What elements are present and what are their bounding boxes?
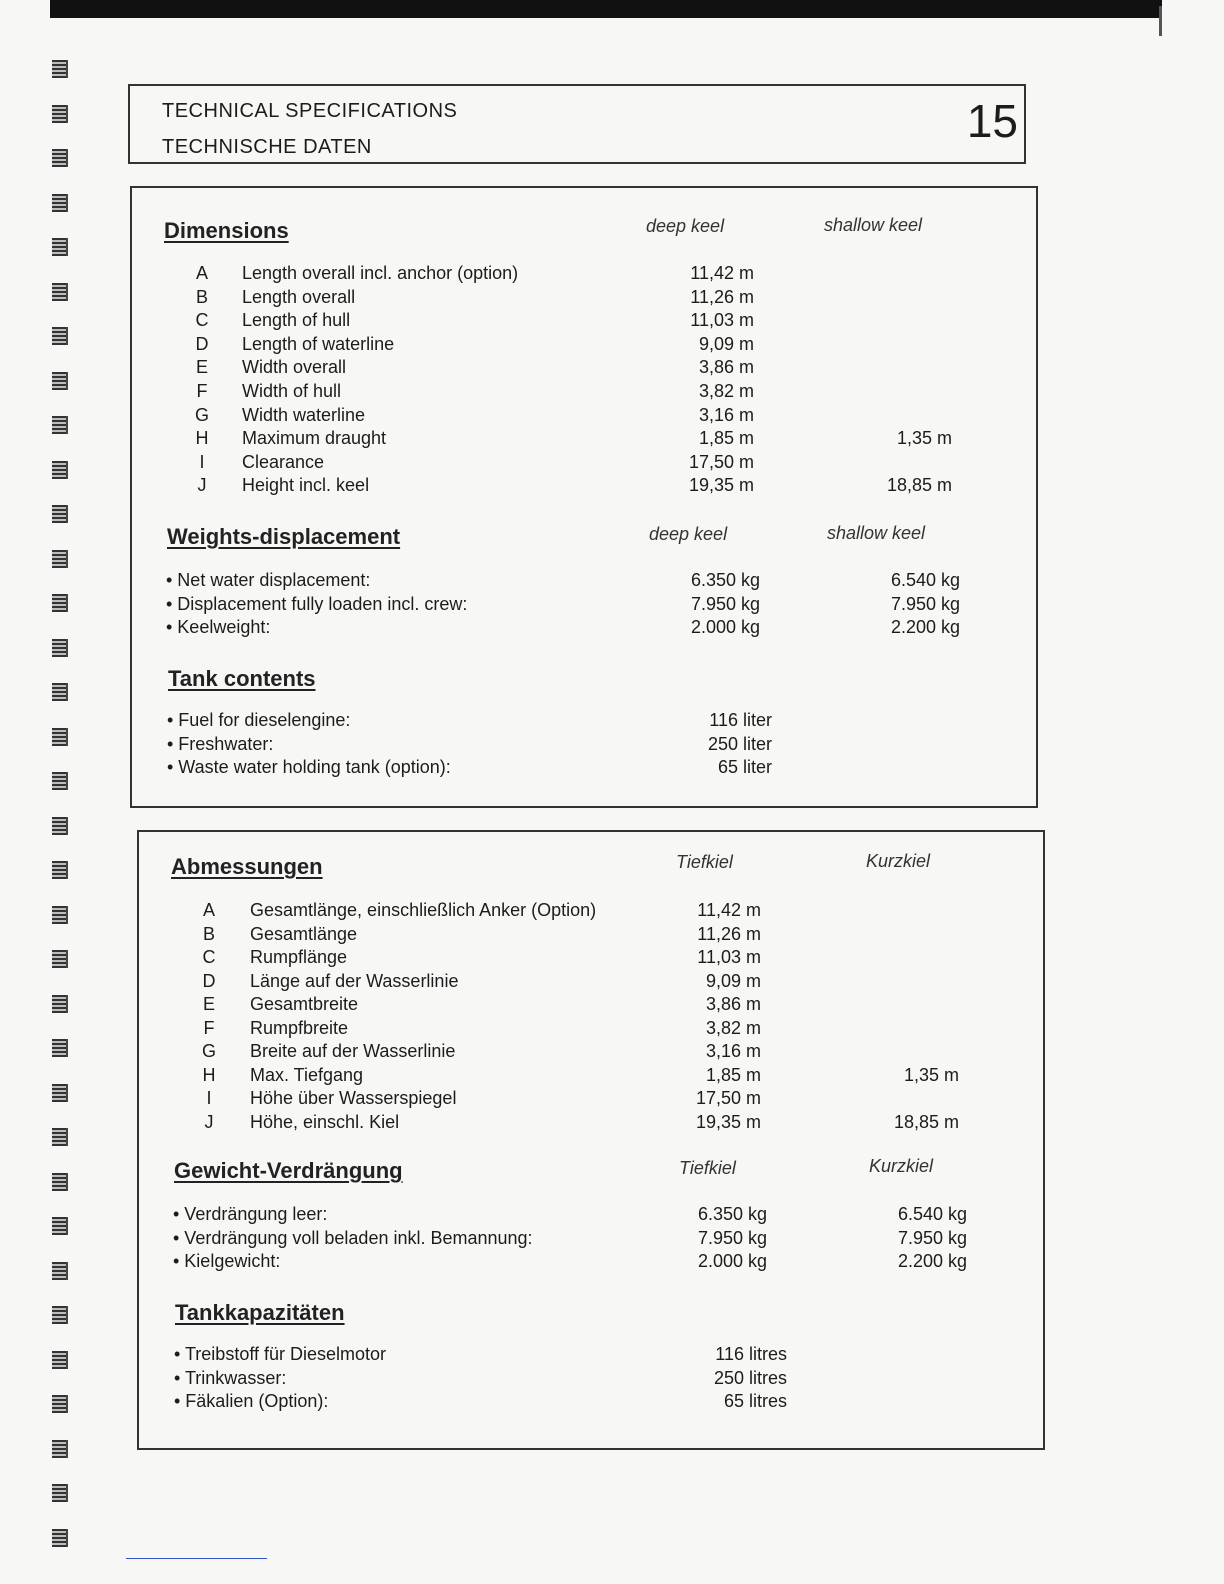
binding-ring-icon: [52, 327, 68, 345]
section-title-gewicht: Gewicht-Verdrängung: [174, 1158, 403, 1183]
row-label: • Displacement fully loaden incl. crew:: [166, 593, 468, 614]
dimension-row: [139, 1065, 1043, 1089]
binding-ring-icon: [52, 639, 68, 657]
binding-ring-icon: [52, 1395, 68, 1413]
row-value-primary: 9,09 m: [705, 970, 761, 991]
row-letter: A: [202, 900, 215, 920]
binding-ring-icon: [52, 1217, 68, 1235]
weight-row: [132, 594, 1036, 618]
row-value-primary: 3,86 m: [705, 994, 761, 1014]
row-value-primary: 250 liter: [707, 733, 772, 754]
row-value-primary: 1,85 m: [705, 1064, 761, 1085]
header-title-en: TECHNICAL SPECIFICATIONS: [162, 100, 458, 122]
binding-ring-icon: [52, 238, 68, 256]
row-label: Höhe über Wasserspiegel: [250, 1088, 457, 1108]
dimension-row: [132, 287, 1036, 311]
row-letter: E: [202, 994, 215, 1014]
tank-row: [132, 734, 1036, 758]
row-value-primary: 250 litres: [713, 1367, 787, 1388]
binding-ring-icon: [52, 416, 68, 434]
row-value-secondary: 18,85 m: [893, 1111, 959, 1132]
footer-rule: [126, 1558, 267, 1559]
dimension-row: [132, 334, 1036, 358]
binding-ring-icon: [52, 772, 68, 790]
row-value-primary: 11,03 m: [690, 310, 754, 331]
row-label: Gesamtlänge, einschließlich Anker (Option): [250, 900, 597, 920]
tank-row: [139, 1391, 1043, 1415]
dimension-row: [132, 381, 1036, 405]
binding-ring-icon: [52, 1440, 68, 1458]
col-head-deep-keel: deep keel: [649, 524, 728, 544]
tank-row: [139, 1344, 1043, 1368]
col-head-deep-keel: deep keel: [646, 216, 725, 236]
binding-ring-icon: [52, 995, 68, 1013]
row-label: • Fuel for dieselengine:: [167, 710, 351, 730]
binding-ring-icon: [52, 1173, 68, 1191]
row-label: Length overall: [242, 286, 356, 307]
row-label: Width of hull: [242, 381, 342, 401]
row-label: Länge auf der Wasserlinie: [250, 970, 459, 991]
page-number: 15: [966, 95, 1018, 147]
row-value-primary: 3,16 m: [698, 404, 754, 425]
binding-ring-icon: [52, 1306, 68, 1324]
row-value-primary: 17,50 m: [688, 451, 754, 472]
row-letter: I: [199, 451, 205, 472]
row-letter: B: [202, 923, 215, 944]
section-title-weights: Weights-displacement: [167, 524, 401, 549]
row-value-primary: 3,82 m: [698, 381, 754, 401]
row-value-secondary: 2.200 kg: [890, 617, 960, 637]
binding-ring-icon: [52, 1262, 68, 1280]
section-title-abmessungen: Abmessungen: [171, 854, 323, 879]
dimension-row: [139, 947, 1043, 971]
row-label: • Keelweight:: [166, 617, 271, 637]
section-title-tanks: Tank contents: [168, 666, 316, 691]
row-value-primary: 11,26 m: [697, 923, 761, 944]
dimension-row: [139, 900, 1043, 924]
row-label: • Verdrängung leer:: [173, 1204, 328, 1224]
row-value-primary: 19,35 m: [688, 475, 754, 496]
binding-ring-icon: [52, 283, 68, 301]
dimension-row: [132, 428, 1036, 452]
row-label: Length of hull: [242, 310, 351, 331]
binding-ring-icon: [52, 550, 68, 568]
row-letter: J: [197, 475, 207, 496]
row-label: • Waste water holding tank (option):: [167, 757, 451, 777]
dimension-row: [132, 475, 1036, 499]
row-value-primary: 2.000 kg: [697, 1251, 767, 1271]
binding-ring-icon: [52, 683, 68, 701]
binding-ring-icon: [52, 461, 68, 479]
row-letter: D: [202, 970, 216, 991]
row-letter: J: [204, 1111, 214, 1132]
row-value-primary: 11,26 m: [690, 286, 754, 307]
row-value-primary: 65 liter: [717, 757, 772, 777]
row-label: Length overall incl. anchor (option): [242, 263, 519, 283]
row-label: Height incl. keel: [242, 475, 370, 496]
row-label: • Kielgewicht:: [173, 1251, 281, 1271]
row-letter: E: [195, 357, 208, 378]
row-value-secondary: 1,35 m: [903, 1064, 959, 1085]
dimension-row: [139, 1112, 1043, 1136]
dimension-row: [132, 452, 1036, 476]
binding-ring-icon: [52, 861, 68, 879]
tank-row: [132, 757, 1036, 781]
specs-panel-english: [130, 186, 1038, 808]
row-value-primary: 116 liter: [709, 710, 772, 730]
row-value-secondary: 7.950 kg: [897, 1227, 967, 1248]
row-value-primary: 7.950 kg: [690, 593, 760, 614]
binding-ring-icon: [52, 194, 68, 212]
tank-row: [139, 1368, 1043, 1392]
dimension-row: [139, 994, 1043, 1018]
dimension-row: [132, 405, 1036, 429]
row-label: Max. Tiefgang: [250, 1064, 364, 1085]
row-letter: G: [194, 404, 209, 425]
page-corner-mark: [1141, 6, 1162, 36]
row-letter: I: [206, 1088, 212, 1108]
row-value-secondary: 6.540 kg: [897, 1204, 967, 1224]
row-value-primary: 6.350 kg: [690, 570, 760, 590]
row-label: Breite auf der Wasserlinie: [250, 1041, 456, 1061]
section-title-dimensions: Dimensions: [164, 218, 289, 243]
row-value-primary: 11,42 m: [697, 900, 761, 920]
dimension-row: [139, 1041, 1043, 1065]
row-label: • Fäkalien (Option):: [174, 1391, 329, 1411]
row-letter: H: [202, 1064, 216, 1085]
binding-ring-icon: [52, 1084, 68, 1102]
row-label: Gesamtlänge: [250, 923, 358, 944]
top-edge-bar: [50, 0, 1162, 18]
row-value-primary: 9,09 m: [698, 333, 754, 354]
binding-ring-icon: [52, 950, 68, 968]
row-label: Width overall: [242, 357, 347, 378]
dimension-row: [139, 1018, 1043, 1042]
row-label: • Verdrängung voll beladen inkl. Bemannung:: [173, 1227, 533, 1248]
row-label: Length of waterline: [242, 333, 395, 354]
row-letter: G: [201, 1041, 216, 1061]
row-value-primary: 11,03 m: [697, 947, 761, 967]
row-value-primary: 65 litres: [723, 1391, 787, 1411]
row-letter: H: [195, 428, 209, 449]
dimension-row: [139, 971, 1043, 995]
row-label: • Net water displacement:: [166, 570, 371, 590]
binding-ring-icon: [52, 817, 68, 835]
specs-panel-german: [137, 830, 1045, 1450]
row-value-primary: 3,86 m: [698, 357, 754, 378]
weight-row: [132, 617, 1036, 641]
row-label: Gesamtbreite: [250, 994, 359, 1014]
col-head-shallow-keel: shallow keel: [824, 215, 923, 235]
row-letter: C: [195, 310, 209, 331]
dimension-row: [132, 357, 1036, 381]
row-value-primary: 19,35 m: [695, 1111, 761, 1132]
row-value-primary: 2.000 kg: [690, 617, 760, 637]
header-title-de: TECHNISCHE DATEN: [162, 136, 372, 158]
col-head-tiefkiel: Tiefkiel: [676, 852, 733, 872]
row-label: Maximum draught: [242, 428, 387, 449]
row-letter: A: [195, 263, 208, 283]
binding-ring-icon: [52, 594, 68, 612]
binding-ring-icon: [52, 105, 68, 123]
row-value-secondary: 2.200 kg: [897, 1251, 967, 1271]
row-value-primary: 11,42 m: [690, 263, 754, 283]
row-label: Rumpflänge: [250, 947, 348, 967]
weight-row: [139, 1228, 1043, 1252]
tank-row: [132, 710, 1036, 734]
row-letter: B: [195, 286, 208, 307]
dimension-row: [132, 263, 1036, 287]
binding-ring-icon: [52, 728, 68, 746]
weight-row: [139, 1204, 1043, 1228]
row-value-primary: 1,85 m: [698, 428, 754, 449]
row-label: Rumpfbreite: [250, 1017, 349, 1038]
row-value-secondary: 7.950 kg: [890, 593, 960, 614]
dimension-row: [139, 924, 1043, 948]
binding-ring-icon: [52, 1529, 68, 1547]
row-value-primary: 6.350 kg: [697, 1204, 767, 1224]
row-label: Width waterline: [242, 404, 366, 425]
col-head-tiefkiel: Tiefkiel: [679, 1158, 736, 1178]
row-label: Clearance: [242, 451, 325, 472]
binding-ring-icon: [52, 1128, 68, 1146]
row-value-secondary: 6.540 kg: [890, 570, 960, 590]
row-letter: C: [202, 947, 216, 967]
binding-ring-icon: [52, 505, 68, 523]
col-head-kurzkiel: Kurzkiel: [869, 1156, 934, 1176]
row-letter: F: [203, 1017, 215, 1038]
dimension-row: [132, 310, 1036, 334]
row-label: • Freshwater:: [167, 733, 274, 754]
row-label: Höhe, einschl. Kiel: [250, 1111, 400, 1132]
page-header: [128, 84, 1026, 164]
row-value-secondary: 1,35 m: [896, 428, 952, 449]
section-title-tankkapazitaeten: Tankkapazitäten: [175, 1300, 345, 1325]
row-letter: D: [195, 333, 209, 354]
col-head-kurzkiel: Kurzkiel: [866, 851, 931, 871]
binding-ring-icon: [52, 1351, 68, 1369]
row-value-primary: 3,82 m: [705, 1017, 761, 1038]
weight-row: [132, 570, 1036, 594]
row-value-primary: 17,50 m: [695, 1088, 761, 1108]
row-label: • Trinkwasser:: [174, 1367, 287, 1388]
row-value-secondary: 18,85 m: [886, 475, 952, 496]
row-value-primary: 3,16 m: [705, 1041, 761, 1061]
row-letter: F: [196, 381, 208, 401]
row-value-primary: 7.950 kg: [697, 1227, 767, 1248]
dimension-row: [139, 1088, 1043, 1112]
binding-ring-icon: [52, 1484, 68, 1502]
binding-ring-icon: [52, 149, 68, 167]
col-head-shallow-keel: shallow keel: [827, 523, 926, 543]
binding-ring-icon: [52, 372, 68, 390]
binding-ring-icon: [52, 906, 68, 924]
row-value-primary: 116 litres: [715, 1344, 787, 1364]
binding-ring-icon: [52, 1039, 68, 1057]
binding-ring-icon: [52, 60, 68, 78]
weight-row: [139, 1251, 1043, 1275]
row-label: • Treibstoff für Dieselmotor: [174, 1344, 387, 1364]
